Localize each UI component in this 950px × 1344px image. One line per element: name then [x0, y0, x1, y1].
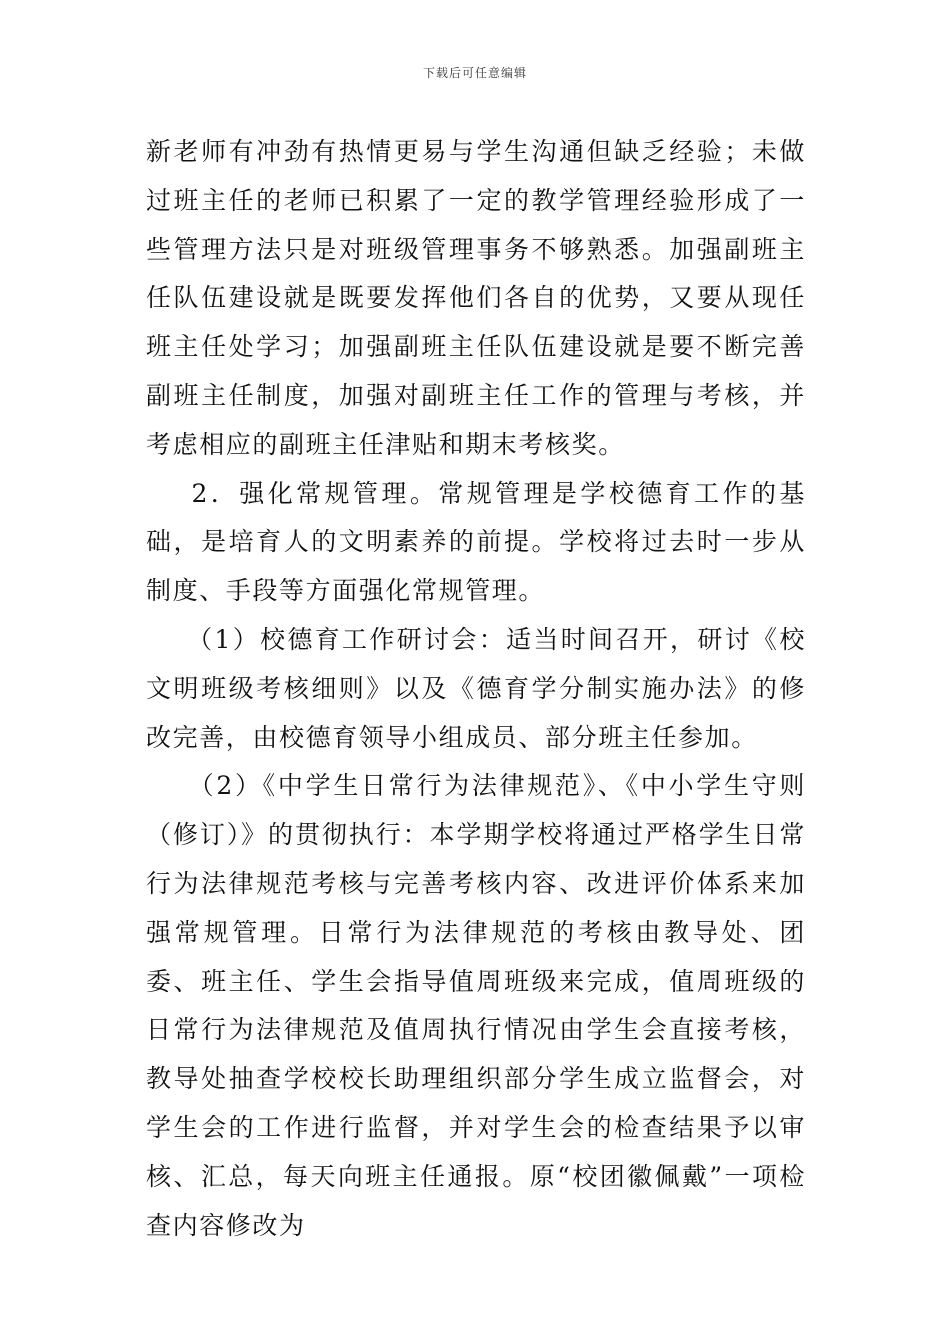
document-body [146, 128, 806, 1250]
paragraph-vice-class-teacher: 新老师有冲劲有热情更易与学生沟通但缺乏经验；未做过班主任的老师已积累了一定的教学管理经验形成了一些管理方法只是对班级管理事务不够熟悉。加强副班主任队伍建设就是既要发挥他们各自的优势，又要从现任班主任处学习；加强副班主任队伍建设就是要不断完善副班主任制度，加强对副班主任工作的管理与考核，并考虑相应的副班主任津贴和期末考核奖。 [146, 137, 806, 459]
page-header: 下载后可任意编辑 [422, 66, 527, 80]
paragraph-routine-management: 2．强化常规管理。常规管理是学校德育工作的基础，是培育人的文明素养的前提。学校将过去时一步从制度、手段等方面强化常规管理。 [146, 478, 806, 606]
paragraph-code-of-conduct: （2）《中学生日常行为法律规范》、《中小学生守则（修订）》的贯彻执行：本学期学校将通过严格学生日常行为法律规范考核与完善考核内容、改进评价体系来加强常规管理。日常行为法律规范的考核由教导处、团委、班主任、学生会指导值周班级来完成，值周班级的日常行为法律规范及值周执行情况由学生会直接考核，教导处抽查学校校长助理组织部分学生成立监督会，对学生会的工作进行监督，并对学生会的检查结果予以审核、汇总，每天向班主任通报。原“校团徽佩戴”一项检查内容修改为 [146, 771, 807, 1240]
paragraph-moral-education-seminar: （1）校德育工作研讨会：适当时间召开，研讨《校文明班级考核细则》以及《德育学分制实施办法》的修改完善，由校德育领导小组成员、部分班主任参加。 [146, 624, 806, 752]
